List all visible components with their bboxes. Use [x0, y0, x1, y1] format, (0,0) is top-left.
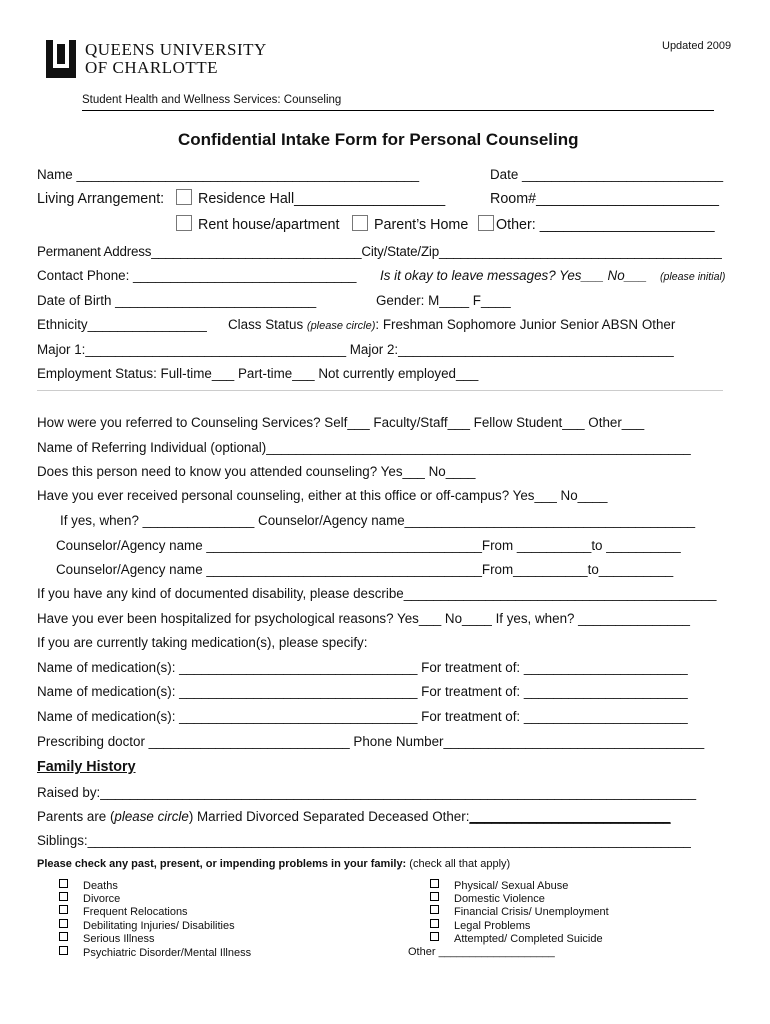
problem-label: Serious Illness: [83, 933, 155, 945]
problem-checkbox-item[interactable]: [430, 879, 568, 892]
medication-field-1[interactable]: Name of medication(s): ________________________________ For treatment of: ______________________: [37, 660, 688, 675]
family-problems-intro-bold: Please check any past, present, or impending problems in your family:: [37, 858, 407, 870]
medication-field-2[interactable]: Name of medication(s): ________________________________ For treatment of: ______________________: [37, 684, 688, 699]
problem-checkbox-item[interactable]: [430, 919, 530, 932]
checkbox-icon[interactable]: [430, 905, 439, 914]
checkbox-icon[interactable]: [430, 919, 439, 928]
other-living-checkbox[interactable]: [478, 215, 494, 231]
parents-home-checkbox[interactable]: [352, 215, 368, 231]
logo-text-line1: QUEENS UNIVERSITY: [85, 40, 267, 59]
parents-status-circle-note: please circle: [114, 809, 189, 824]
hospitalized-question[interactable]: Have you ever been hospitalized for psychological reasons? Yes___ No____ If yes, when? _______________: [37, 611, 690, 626]
employment-status[interactable]: Employment Status: Full-time___ Part-time___ Not currently employed___: [37, 366, 479, 381]
problem-label: Debilitating Injuries/ Disabilities: [83, 920, 235, 932]
rent-house-checkbox[interactable]: [176, 215, 192, 231]
department-name: Student Health and Wellness Services: Counseling: [82, 94, 342, 106]
class-status-label: Class Status: [228, 317, 304, 332]
prior-counseling-question[interactable]: Have you ever received personal counseling, either at this office or off-campus? Yes___ No____: [37, 488, 608, 503]
problem-label: Psychiatric Disorder/Mental Illness: [83, 947, 252, 959]
checkbox-icon[interactable]: [59, 879, 68, 888]
problem-label: Divorce: [83, 893, 121, 905]
need-to-know-question[interactable]: Does this person need to know you attended counseling? Yes___ No____: [37, 464, 476, 479]
agency-field-2[interactable]: Counselor/Agency name _____________________________________From__________to__________: [56, 562, 674, 577]
problem-label: Domestic Violence: [454, 893, 545, 905]
problem-checkbox-item[interactable]: [59, 879, 118, 892]
checkbox-icon[interactable]: [430, 932, 439, 941]
gender-field[interactable]: Gender: M____ F____: [376, 293, 511, 308]
referring-name-field[interactable]: Name of Referring Individual (optional)_________________________________________________________: [37, 440, 691, 455]
problem-checkbox-item[interactable]: [59, 932, 155, 945]
parents-status-line[interactable]: [37, 809, 671, 824]
class-status-circle-note: (please circle): [306, 320, 376, 332]
parents-status-options[interactable]: ) Married Divorced Separated Deceased Other:: [188, 809, 470, 824]
problem-label: Legal Problems: [454, 920, 531, 932]
date-field[interactable]: Date ___________________________: [490, 167, 724, 182]
family-history-heading: Family History: [37, 759, 136, 775]
section-divider: [37, 390, 723, 391]
problem-checkbox-item[interactable]: [59, 892, 120, 905]
family-problems-intro-rest: (check all that apply): [406, 858, 511, 870]
major-field[interactable]: Major 1:___________________________________ Major 2:_____________________________________: [37, 342, 674, 357]
siblings-field[interactable]: Siblings:_________________________________________________________________________________: [37, 833, 691, 848]
name-field[interactable]: Name ______________________________________________: [37, 167, 420, 182]
contact-phone-field[interactable]: Contact Phone: ______________________________: [37, 268, 357, 283]
leave-messages-question[interactable]: Is it okay to leave messages? Yes___ No___: [380, 268, 647, 283]
problem-label: Deaths: [83, 880, 118, 892]
address-field[interactable]: Permanent Address_____________________________City/State/Zip_______________________________________: [37, 244, 722, 259]
problem-label: Physical/ Sexual Abuse: [454, 880, 569, 892]
checkbox-icon[interactable]: [59, 892, 68, 901]
raised-by-field[interactable]: Raised by:________________________________________________________________________________: [37, 785, 697, 800]
checkbox-icon[interactable]: [59, 919, 68, 928]
problem-checkbox-item[interactable]: [430, 932, 603, 945]
referral-question[interactable]: How were you referred to Counseling Services? Self___ Faculty/Staff___ Fellow Student___ Other___: [37, 415, 645, 430]
prescribing-doctor-field[interactable]: Prescribing doctor ___________________________ Phone Number___________________________________: [37, 734, 705, 749]
medication-intro: If you are currently taking medication(s), please specify:: [37, 635, 368, 650]
parents-status-prefix: Parents are (: [37, 809, 115, 824]
please-initial-note: (please initial): [660, 271, 726, 283]
residence-hall-checkbox[interactable]: [176, 189, 192, 205]
problem-label: Attempted/ Completed Suicide: [454, 933, 603, 945]
checkbox-icon[interactable]: [59, 932, 68, 941]
problem-checkbox-item[interactable]: [59, 919, 235, 932]
ethnicity-field[interactable]: Ethnicity________________: [37, 317, 207, 332]
other-living-field[interactable]: Other: ______________________: [496, 217, 715, 233]
problem-checkbox-item[interactable]: [430, 892, 545, 905]
problem-label: Financial Crisis/ Unemployment: [454, 906, 609, 918]
residence-hall-field[interactable]: Residence Hall___________________: [198, 191, 446, 207]
checkbox-icon[interactable]: [59, 946, 68, 955]
agency-field-1[interactable]: Counselor/Agency name _____________________________________From __________to __________: [56, 538, 681, 553]
room-field[interactable]: Room#_______________________: [490, 191, 719, 207]
checkbox-icon[interactable]: [59, 905, 68, 914]
family-problems-intro: [37, 858, 510, 870]
form-title: Confidential Intake Form for Personal Counseling: [178, 130, 579, 149]
checkbox-icon[interactable]: [430, 892, 439, 901]
dob-field[interactable]: Date of Birth ___________________________: [37, 293, 317, 308]
other-problem-field[interactable]: Other ___________________: [408, 946, 555, 958]
problem-label: Frequent Relocations: [83, 906, 188, 918]
checkbox-icon[interactable]: [430, 879, 439, 888]
header-rule: [82, 110, 714, 111]
rent-house-label: Rent house/apartment: [198, 217, 340, 233]
if-yes-when-field[interactable]: If yes, when? _______________ Counselor/Agency name_______________________________________: [60, 513, 696, 528]
class-status-options[interactable]: : Freshman Sophomore Junior Senior ABSN Other: [375, 317, 676, 332]
parents-other-blank[interactable]: ___________________________: [469, 809, 671, 824]
problem-checkbox-item[interactable]: [59, 946, 251, 959]
living-arrangement-label: Living Arrangement:: [37, 191, 165, 207]
logo-text-line2: OF CHARLOTTE: [85, 58, 219, 77]
disability-field[interactable]: If you have any kind of documented disability, please describe__________________________________________: [37, 586, 717, 601]
medication-field-3[interactable]: Name of medication(s): ________________________________ For treatment of: ______________________: [37, 709, 688, 724]
parents-home-label: Parent’s Home: [374, 217, 469, 233]
class-status-line: [228, 317, 675, 332]
problem-checkbox-item[interactable]: [430, 905, 609, 918]
university-logo-icon: [46, 40, 76, 78]
problem-checkbox-item[interactable]: [59, 905, 188, 918]
updated-date: Updated 2009: [662, 40, 732, 52]
